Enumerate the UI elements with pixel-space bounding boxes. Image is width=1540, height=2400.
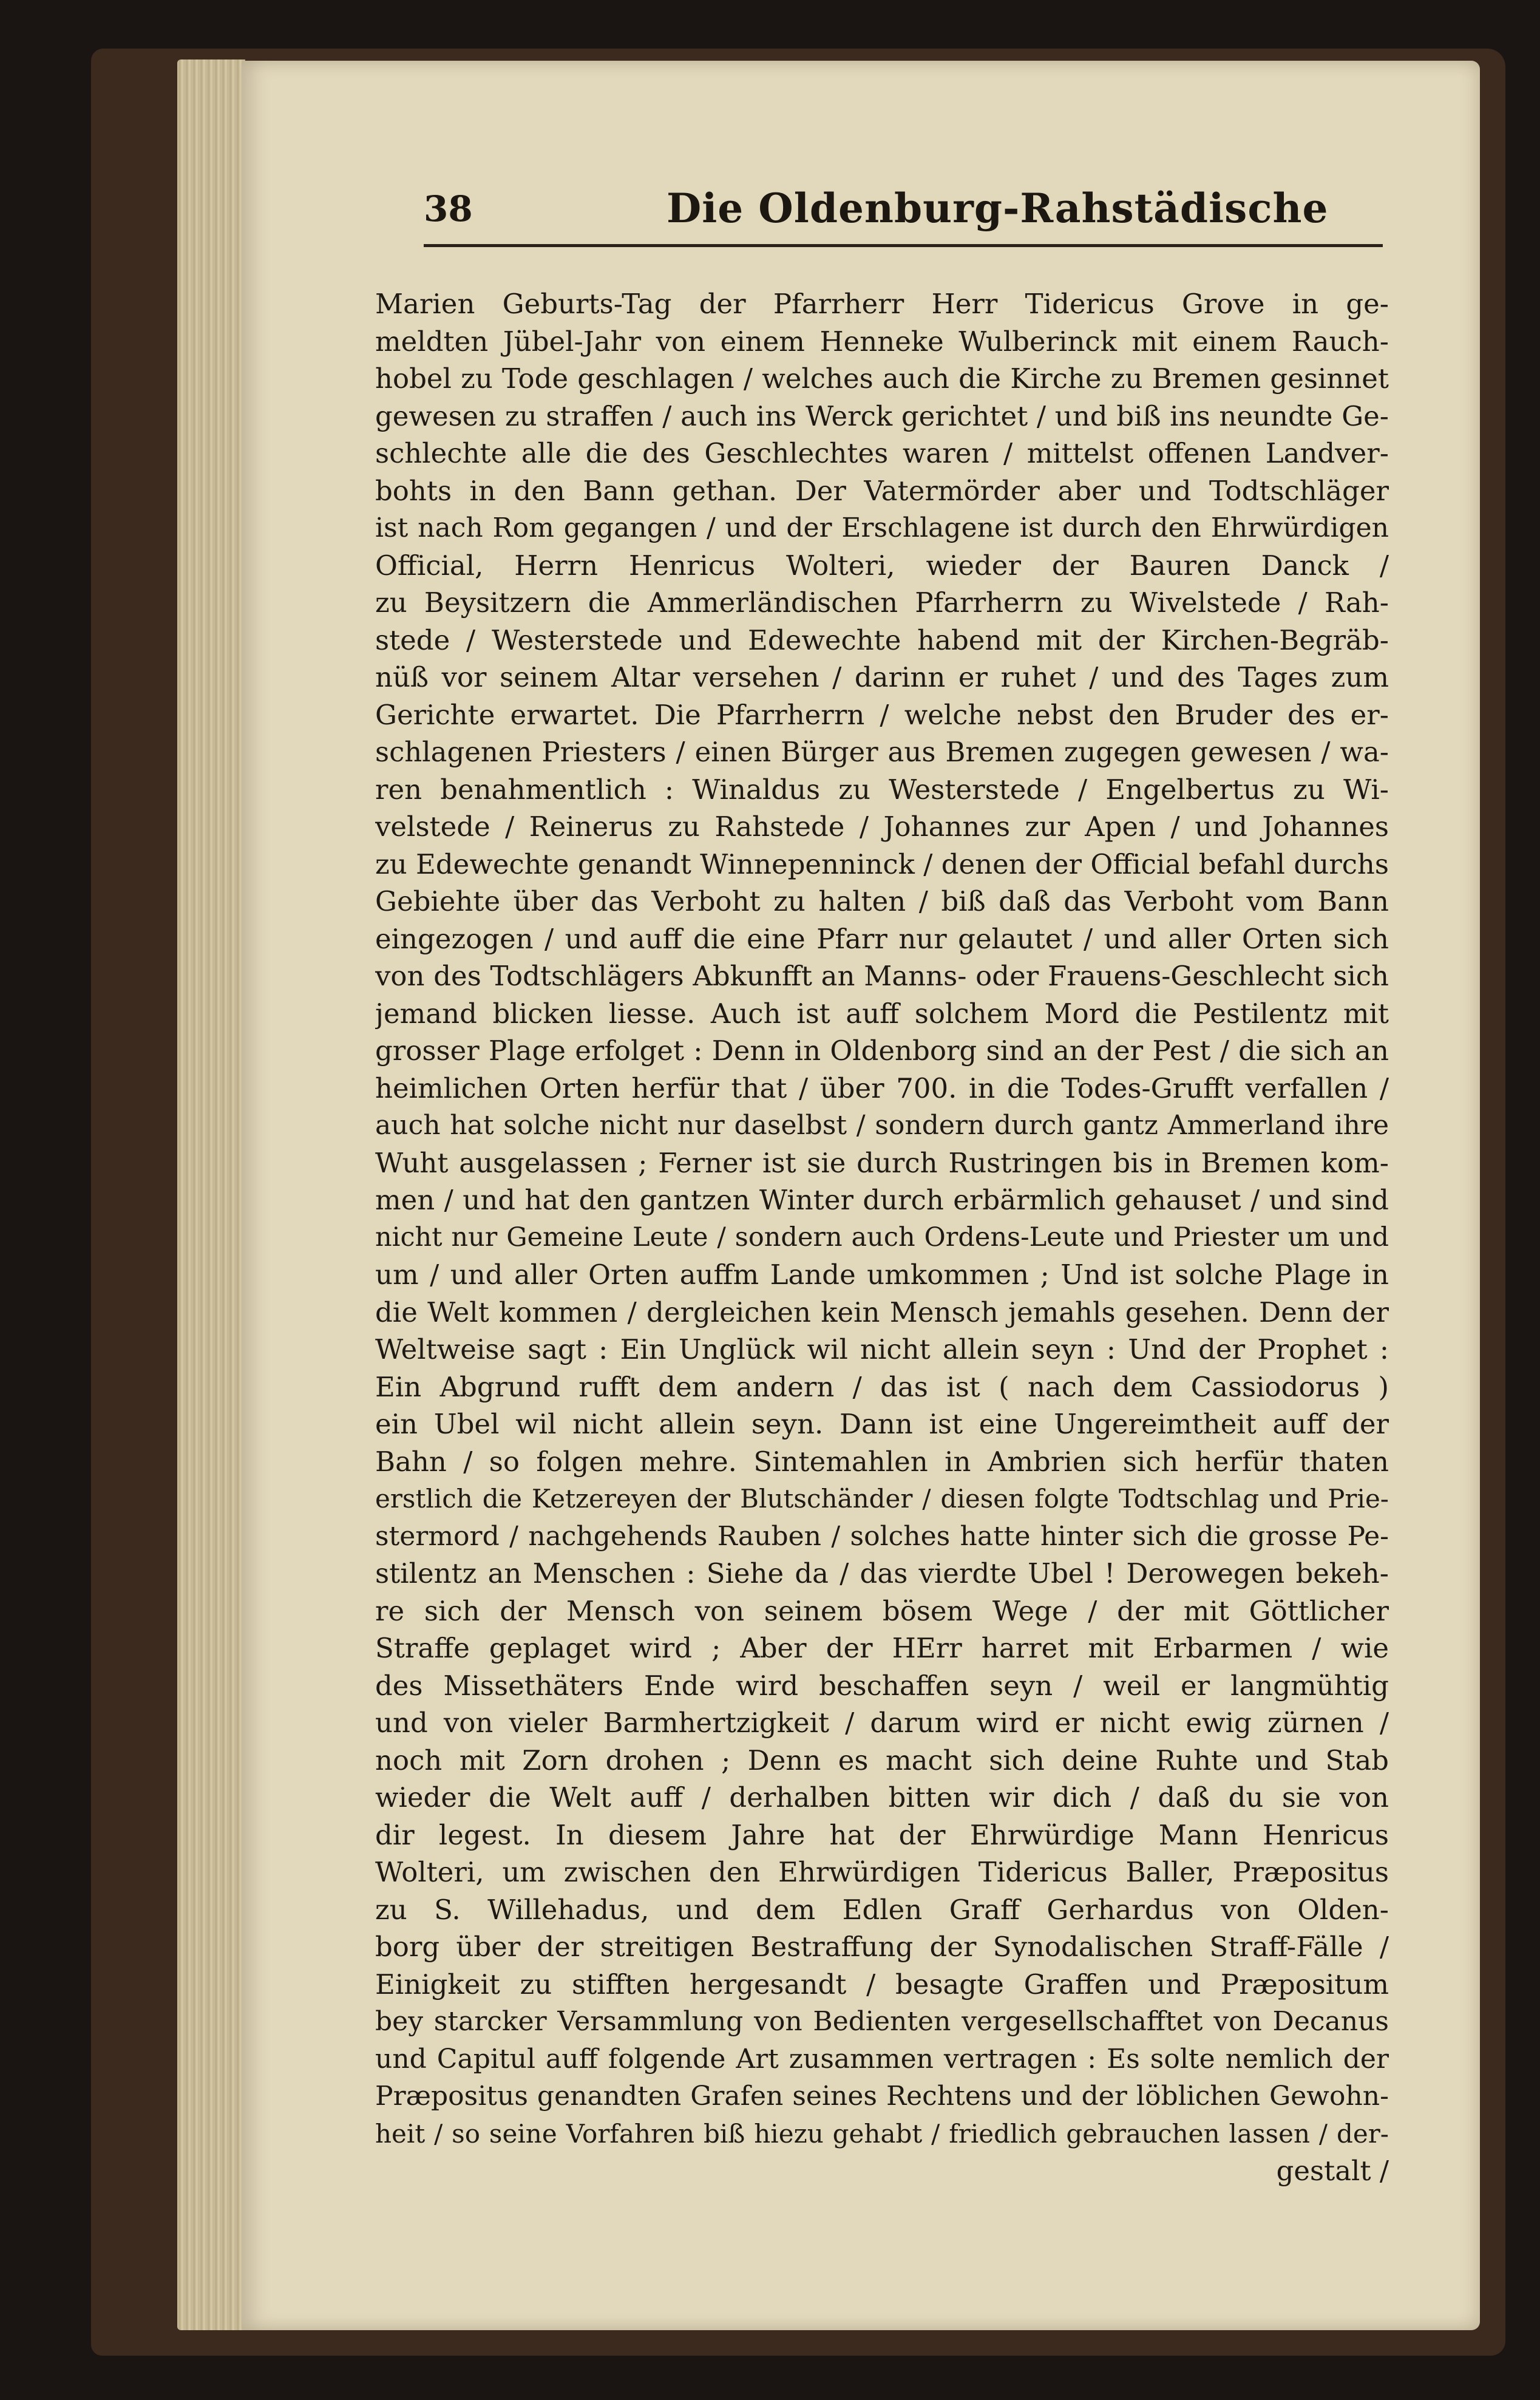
text-line: von des Todtschlägers Abkunfft an Manns- oder Frauens-Geschlecht sich bbox=[375, 960, 1389, 992]
text-line: schlechte alle die des Geschlechtes waren / mittelst offenen Landver- bbox=[375, 437, 1389, 469]
text-line: ist nach Rom gegangen / und der Erschlagene ist durch den Ehrwürdigen bbox=[375, 512, 1389, 543]
text-line: ren benahmentlich : Winaldus zu Westerstede / Engelbertus zu Wi- bbox=[375, 773, 1389, 806]
text-line: Præpositus genandten Grafen seines Rechtens und der löblichen Gewohn- bbox=[375, 2081, 1389, 2112]
book-page bbox=[242, 61, 1480, 2330]
text-line: um / und aller Orten auffm Lande umkommen ; Und ist solche Plage in bbox=[375, 1259, 1389, 1291]
text-line: ein Ubel wil nicht allein seyn. Dann ist eine Ungereimtheit auff der bbox=[375, 1408, 1389, 1440]
text-line: Official, Herrn Henricus Wolteri, wieder der Bauren Danck / bbox=[375, 549, 1389, 582]
text-line: Weltweise sagt : Ein Unglück wil nicht allein seyn : Und der Prophet : bbox=[375, 1333, 1389, 1365]
text-line: und Capitul auff folgende Art zusammen vertragen : Es solte nemlich der bbox=[375, 2043, 1389, 2075]
text-line: Straffe geplaget wird ; Aber der HErr harret mit Erbarmen / wie bbox=[375, 1632, 1389, 1664]
text-line: zu S. Willehadus, und dem Edlen Graff Gerhardus von Olden- bbox=[375, 1893, 1389, 1926]
text-line: nicht nur Gemeine Leute / sondern auch Ordens-Leute und Priester um und bbox=[375, 1222, 1389, 1253]
body-text bbox=[375, 285, 1389, 2190]
text-line: hobel zu Tode geschlagen / welches auch die Kirche zu Bremen gesinnet bbox=[375, 362, 1389, 395]
text-line: zu Edewechte genandt Winnepenninck / denen der Official befahl durchs bbox=[375, 848, 1389, 880]
text-line: zu Beysitzern die Ammerländischen Pfarrherrn zu Wivelstede / Rah- bbox=[375, 586, 1389, 619]
page-number: 38 bbox=[424, 188, 473, 229]
text-line: erstlich die Ketzereyen der Blutschänder / diesen folgte Todtschlag und Prie- bbox=[375, 1484, 1389, 1514]
text-line: heimlichen Orten herfür that / über 700. in die Todes-Grufft verfallen / bbox=[375, 1072, 1389, 1104]
text-line: Wuht ausgelassen ; Ferner ist sie durch Rustringen bis in Bremen kom- bbox=[375, 1146, 1389, 1179]
text-line: schlagenen Priesters / einen Bürger aus Bremen zugegen gewesen / wa- bbox=[375, 736, 1389, 768]
text-line: auch hat solche nicht nur daselbst / sondern durch gantz Ammerland ihre bbox=[375, 1110, 1389, 1141]
text-line: gewesen zu straffen / auch ins Werck gerichtet / und biß ins neundte Ge- bbox=[375, 399, 1389, 432]
text-line: Bahn / so folgen mehre. Sintemahlen in Ambrien sich herfür thaten bbox=[375, 1445, 1389, 1478]
text-line: jemand blicken liesse. Auch ist auff solchem Mord die Pestilentz mit bbox=[375, 997, 1389, 1030]
text-line: bohts in den Bann gethan. Der Vatermörder aber und Todtschläger bbox=[375, 474, 1389, 507]
text-line: nüß vor seinem Altar versehen / darinn er ruhet / und des Tages zum bbox=[375, 661, 1389, 693]
text-line: re sich der Mensch von seinem bösem Wege / der mit Göttlicher bbox=[375, 1594, 1389, 1627]
text-line: Einigkeit zu stifften hergesandt / besagte Graffen und Præpositum bbox=[375, 1968, 1389, 2001]
text-line: stede / Westerstede und Edewechte habend mit der Kirchen-Begräb- bbox=[375, 624, 1389, 656]
text-line: noch mit Zorn drohen ; Denn es macht sich deine Ruhte und Stab bbox=[375, 1744, 1389, 1776]
text-line: men / und hat den gantzen Winter durch erbärmlich gehauset / und sind bbox=[375, 1184, 1389, 1216]
text-line: wieder die Welt auff / derhalben bitten wir dich / daß du sie von bbox=[375, 1781, 1389, 1814]
text-line: borg über der streitigen Bestraffung der Synodalischen Straff-Fälle / bbox=[375, 1931, 1389, 1963]
header-rule bbox=[424, 244, 1383, 247]
page-stack-edge bbox=[177, 59, 245, 2330]
text-line: stermord / nachgehends Rauben / solches hatte hinter sich die grosse Pe- bbox=[375, 1520, 1389, 1552]
text-line: heit / so seine Vorfahren biß hiezu gehabt / friedlich gebrauchen lassen / der- bbox=[375, 2118, 1389, 2149]
text-line: Marien Geburts-Tag der Pfarrherr Herr Tidericus Grove in ge- bbox=[375, 288, 1389, 320]
text-line: bey starcker Versammlung von Bedienten vergesellschafftet von Decanus bbox=[375, 2006, 1389, 2037]
text-line: des Missethäters Ende wird beschaffen seyn / weil er langmühtig bbox=[375, 1669, 1389, 1702]
text-line: die Welt kommen / dergleichen kein Mensch jemahls gesehen. Denn der bbox=[375, 1296, 1389, 1328]
text-line: meldten Jübel-Jahr von einem Henneke Wulberinck mit einem Rauch- bbox=[375, 325, 1389, 358]
text-line: eingezogen / und auff die eine Pfarr nur gelautet / und aller Orten sich bbox=[375, 922, 1389, 955]
catchword-line: gestalt / bbox=[1276, 2155, 1389, 2187]
running-head: Die Oldenburg-Rahstädische bbox=[667, 185, 1329, 232]
text-line: Wolteri, um zwischen den Ehrwürdigen Tidericus Baller, Præpositus bbox=[375, 1856, 1389, 1888]
text-line: dir legest. In diesem Jahre hat der Ehrwürdige Mann Henricus bbox=[375, 1818, 1389, 1851]
text-line: Gerichte erwartet. Die Pfarrherrn / welche nebst den Bruder des er- bbox=[375, 698, 1389, 731]
text-line: grosser Plage erfolget : Denn in Oldenborg sind an der Pest / die sich an bbox=[375, 1035, 1389, 1067]
page-header bbox=[424, 164, 1383, 255]
text-line: stilentz an Menschen : Siehe da / das vierdte Ubel ! Derowegen bekeh- bbox=[375, 1557, 1389, 1589]
text-line: Gebiehte über das Verboht zu halten / biß daß das Verboht vom Bann bbox=[375, 885, 1389, 917]
text-line: Ein Abgrund rufft dem andern / das ist ( nach dem Cassiodorus ) bbox=[375, 1370, 1389, 1403]
text-line: und von vieler Barmhertzigkeit / darum wird er nicht ewig zürnen / bbox=[375, 1707, 1389, 1739]
text-line: velstede / Reinerus zu Rahstede / Johannes zur Apen / und Johannes bbox=[375, 811, 1389, 843]
